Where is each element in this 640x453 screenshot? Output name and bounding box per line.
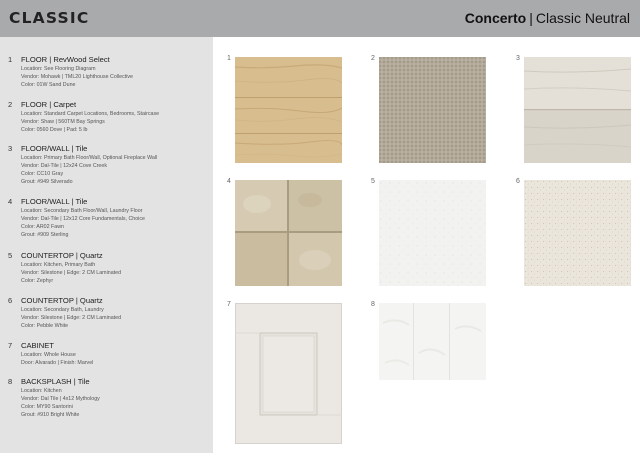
spec-location: Location: Kitchen, Primary Bath (21, 262, 96, 268)
spec-vendor: Vendor: Mohawk | TML20 Lighthouse Collective (21, 74, 133, 80)
spec-title: BACKSPLASH | Tile (21, 377, 90, 386)
spec-color: Color: MY90 Santorini (21, 404, 73, 410)
spec-item (8, 100, 208, 134)
spec-color: Color: 01W Sand Dune (21, 82, 76, 88)
swatch-number: 8 (371, 301, 375, 308)
swatch-number: 1 (227, 55, 231, 62)
spec-number: 2 (8, 100, 13, 109)
spec-vendor: Vendor: Silestone | Edge: 2 CM Laminated (21, 270, 122, 276)
swatch-number: 2 (371, 55, 375, 62)
spec-vendor: Vendor: Shaw | 560TM Bay Springs (21, 119, 105, 125)
spec-vendor: Vendor: Silestone | Edge: 2 CM Laminated (21, 315, 122, 321)
spec-number: 1 (8, 55, 13, 64)
swatch-number: 6 (516, 178, 520, 185)
spec-title: FLOOR | Carpet (21, 100, 77, 109)
swatch-number: 3 (516, 55, 520, 62)
spec-number: 7 (8, 341, 13, 350)
swatch-number: 7 (227, 301, 231, 308)
spec-title: FLOOR/WALL | Tile (21, 197, 88, 206)
spec-color: Color: Zephyr (21, 278, 54, 284)
spec-item (8, 55, 208, 89)
spec-number: 5 (8, 251, 13, 260)
spec-door: Door: Alvarado | Finish: Marvel (21, 360, 94, 366)
spec-vendor: Vendor: Dal Tile | 4x12 Mythology (21, 396, 100, 402)
carpet-texture-icon (379, 57, 486, 163)
collection-name: Concerto (464, 10, 527, 26)
spec-item (8, 377, 208, 419)
spec-number: 6 (8, 296, 13, 305)
spec-title: CABINET (21, 341, 54, 350)
spec-vendor: Vendor: Dal-Tile | 12x24 Cove Creek (21, 163, 107, 169)
spec-sidebar (0, 37, 213, 453)
spec-number: 8 (8, 377, 13, 386)
spec-title: COUNTERTOP | Quartz (21, 296, 103, 305)
spec-location: Location: Whole House (21, 352, 76, 358)
spec-color: Color: Pebble White (21, 323, 69, 329)
collection-style: Classic Neutral (535, 10, 630, 26)
spec-location: Location: See Flooring Diagram (21, 66, 96, 72)
spec-item (8, 296, 208, 330)
tile-gray-icon (524, 57, 631, 163)
spec-title: FLOOR/WALL | Tile (21, 144, 88, 153)
spec-title: FLOOR | RevWood Select (21, 55, 110, 64)
spec-title: COUNTERTOP | Quartz (21, 251, 103, 260)
cabinet-door-icon (235, 303, 342, 444)
spec-number: 3 (8, 144, 13, 153)
spec-location: Location: Secondary Bath Floor/Wall, Laundry Floor (21, 208, 143, 214)
spec-location: Location: Secondary Bath, Laundry (21, 307, 104, 313)
collection-title (465, 10, 630, 26)
wood-plank-icon (235, 57, 342, 163)
spec-color: Color: 0560 Dove | Pad: 5 lb (21, 127, 88, 133)
spec-item (8, 251, 208, 285)
collection-separator: | (529, 10, 533, 26)
quartz-zephyr-icon (379, 180, 486, 286)
spec-item (8, 144, 208, 186)
spec-location: Location: Primary Bath Floor/Wall, Optional Fireplace Wall (21, 155, 158, 161)
swatch-number: 4 (227, 178, 231, 185)
spec-location: Location: Kitchen (21, 388, 62, 394)
backsplash-tile-icon (379, 303, 486, 380)
spec-grout: Grout: #910 Bright White (21, 412, 80, 418)
swatch-number: 5 (371, 178, 375, 185)
tile-fawn-icon (235, 180, 342, 286)
spec-number: 4 (8, 197, 13, 206)
spec-grout: Grout: #949 Silverado (21, 179, 73, 185)
header-bar (0, 0, 640, 37)
spec-item (8, 341, 208, 367)
spec-location: Location: Standard Carpet Locations, Bedrooms, Staircase (21, 111, 160, 117)
spec-item (8, 197, 208, 239)
brand-title: CLASSIC (9, 9, 90, 27)
quartz-pebble-icon (524, 180, 631, 286)
spec-color: Color: CC10 Gray (21, 171, 64, 177)
spec-grout: Grout: #909 Sterling (21, 232, 69, 238)
spec-color: Color: AR02 Fawn (21, 224, 64, 230)
spec-vendor: Vendor: Dal-Tile | 12x12 Core Fundamentals, Choice (21, 216, 145, 222)
